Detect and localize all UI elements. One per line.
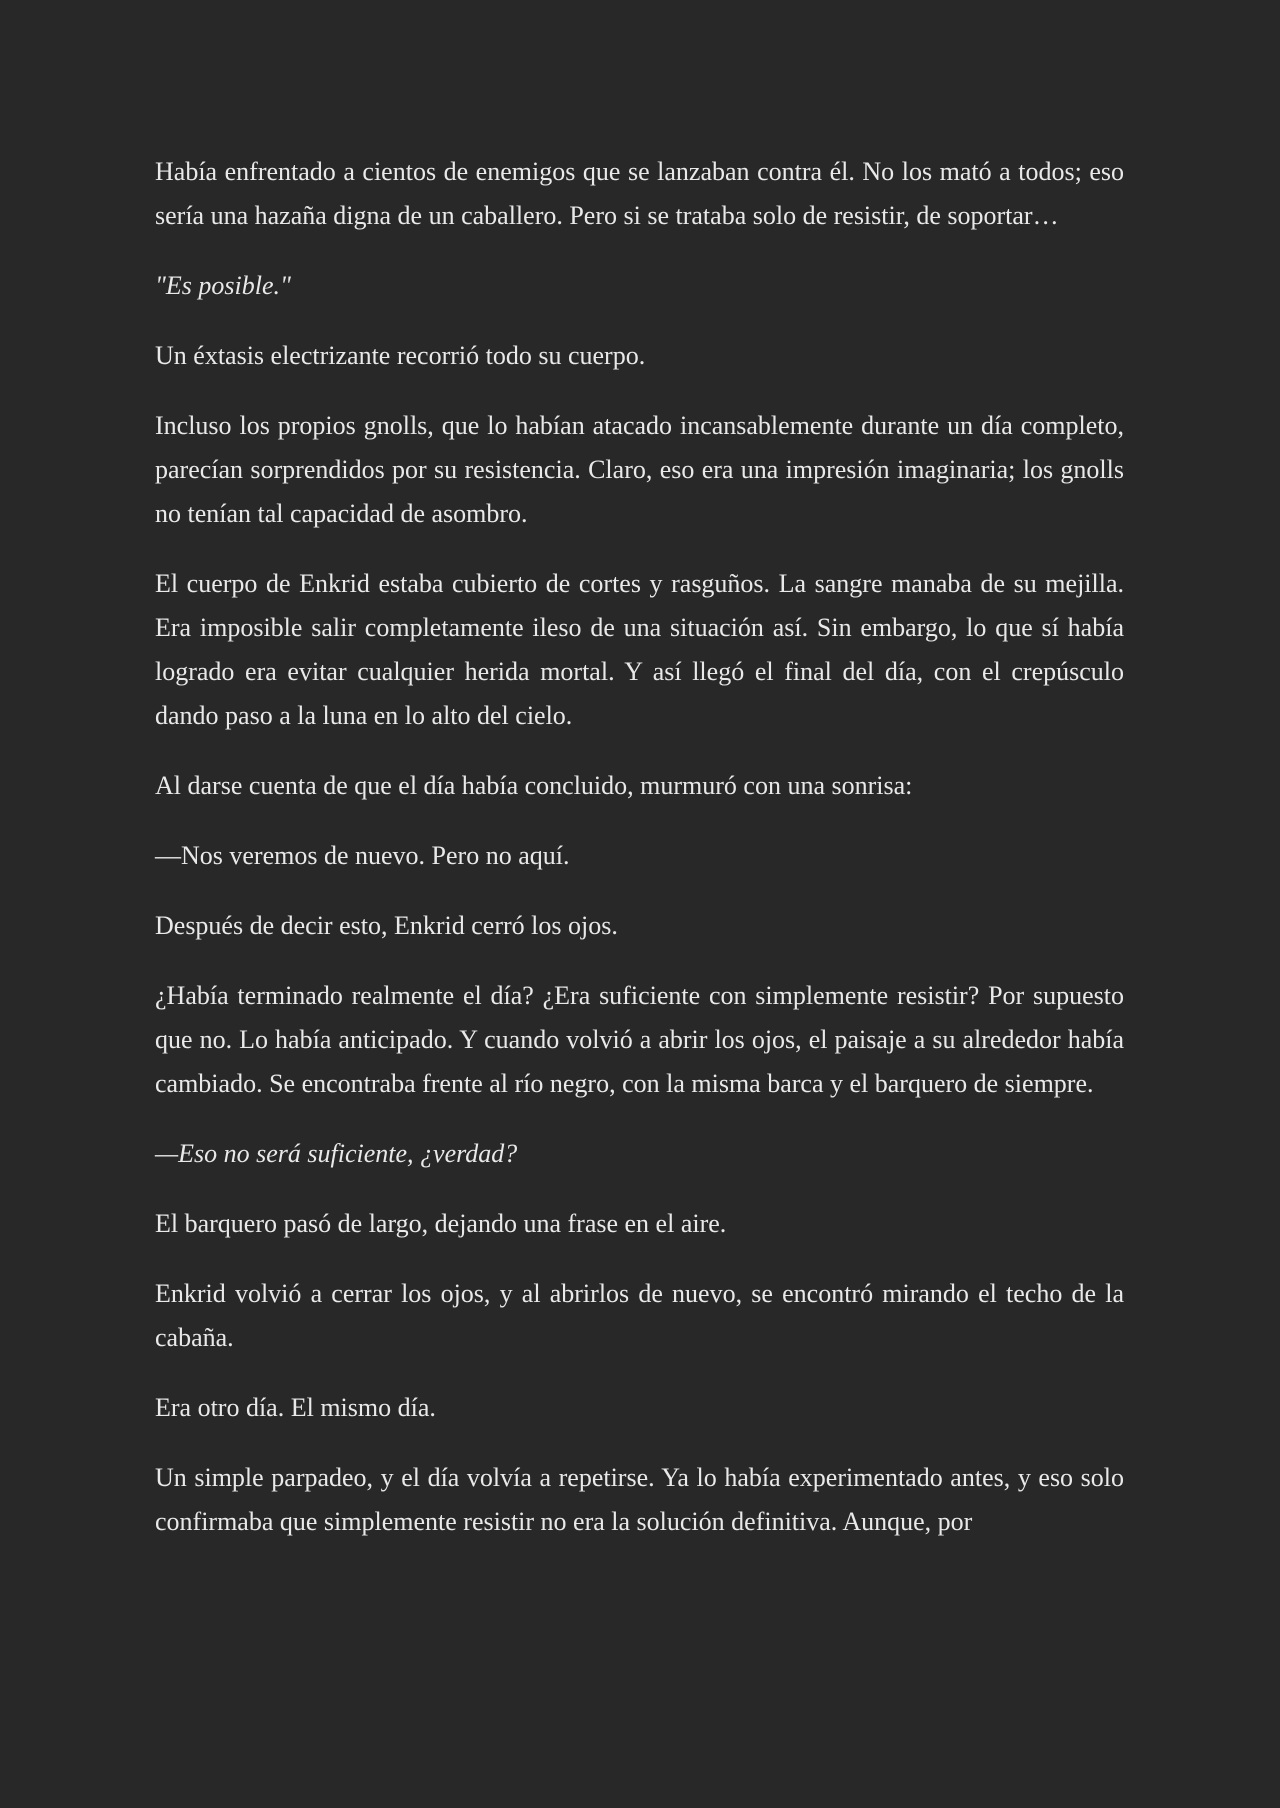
paragraph-thought: "Es posible." [155,271,291,300]
paragraph: Incluso los propios gnolls, que lo habían atacado incansablemente durante un día completo, parecían sorprendidos por su resistencia. Claro, eso era una impresión imaginaria; los gnolls no tenían tal capacidad de asombro. [155,411,1124,528]
paragraph: Enkrid volvió a cerrar los ojos, y al abrirlos de nuevo, se encontró mirando el techo de la cabaña. [155,1279,1124,1352]
paragraph: Era otro día. El mismo día. [155,1393,436,1422]
reader-page [155,150,1124,1544]
paragraph: ¿Había terminado realmente el día? ¿Era suficiente con simplemente resistir? Por supuesto que no. Lo había anticipado. Y cuando volvió a abrir los ojos, el paisaje a su alrededor había cambiado. Se encontraba frente al río negro, con la misma barca y el barquero de siempre. [155,981,1124,1098]
paragraph: El cuerpo de Enkrid estaba cubierto de cortes y rasguños. La sangre manaba de su mejilla. Era imposible salir completamente ileso de una situación así. Sin embargo, lo que sí había logrado era evitar cualquier herida mortal. Y así llegó el final del día, con el crepúsculo dando paso a la luna en lo alto del cielo. [155,569,1124,730]
paragraph: Al darse cuenta de que el día había concluido, murmuró con una sonrisa: [155,771,913,800]
paragraph: Después de decir esto, Enkrid cerró los ojos. [155,911,618,940]
paragraph-continued: Un simple parpadeo, y el día volvía a repetirse. Ya lo había experimentado antes, y eso solo confirmaba que simplemente resistir no era la solución definitiva. Aunque, por [155,1463,1124,1536]
paragraph: El barquero pasó de largo, dejando una frase en el aire. [155,1209,727,1238]
paragraph: Había enfrentado a cientos de enemigos que se lanzaban contra él. No los mató a todos; eso sería una hazaña digna de un caballero. Pero si se trataba solo de resistir, de soportar… [155,157,1124,230]
paragraph-dialogue: —Nos veremos de nuevo. Pero no aquí. [155,841,570,870]
paragraph: Un éxtasis electrizante recorrió todo su cuerpo. [155,341,646,370]
paragraph-dialogue-italic: —Eso no será suficiente, ¿verdad? [155,1139,518,1168]
